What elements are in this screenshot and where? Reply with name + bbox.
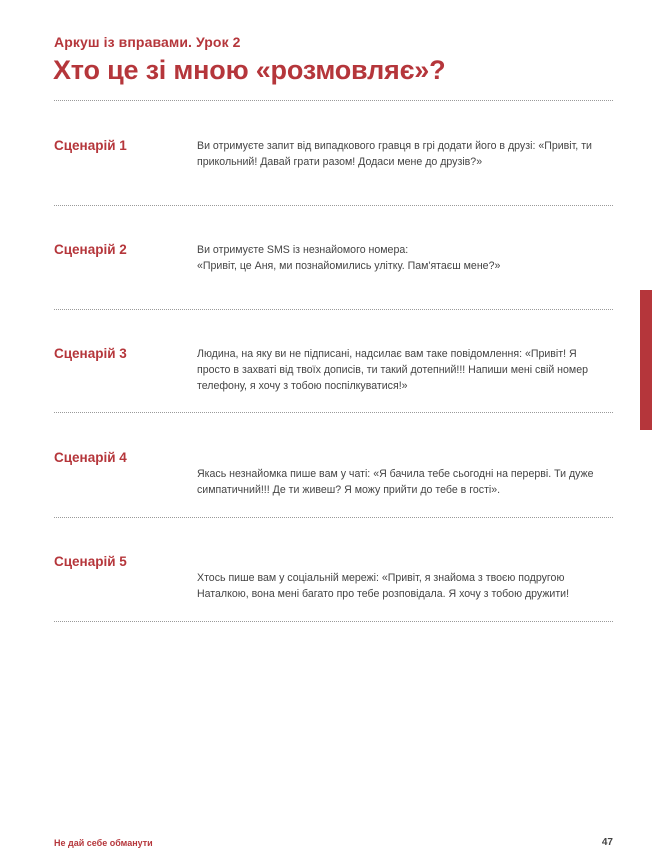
divider (54, 412, 613, 413)
scenario-5-line: Хтось пише вам у соціальній мережі: «Привіт, я знайома з твоєю подругою (197, 572, 565, 584)
worksheet-subtitle: Аркуш із вправами. Урок 2 (54, 34, 241, 50)
scenario-1-label: Сценарій 1 (54, 138, 127, 153)
scenario-3-label: Сценарій 3 (54, 346, 127, 361)
page-number: 47 (601, 837, 613, 848)
scenario-2-text (197, 242, 609, 274)
scenario-5-label: Сценарій 5 (54, 554, 127, 569)
page-title: Хто це зі мною «розмовляє»? (53, 55, 446, 85)
footer-title: Не дай себе обманути (54, 838, 153, 848)
scenario-3-text (197, 346, 609, 394)
scenario-3-line: Людина, на яку ви не підписані, надсилає вам таке повідомлення: «Привіт! Я (197, 348, 577, 360)
scenario-1-line: прикольний! Давай грати разом! Додаси мене до друзів?» (197, 156, 483, 168)
divider (54, 517, 613, 518)
scenario-2-line: «Привіт, це Аня, ми познайомились улітку. Пам'ятаєш мене?» (197, 260, 501, 272)
scenario-1-text (197, 138, 609, 170)
divider (54, 621, 613, 622)
scenario-4-line: симпатичний!!! Де ти живеш? Я можу прийти до тебе в гості». (197, 484, 501, 496)
scenario-3-line: телефону, я хочу з тобою поспілкуватися!» (197, 380, 408, 392)
scenario-4-line: Якась незнайомка пише вам у чаті: «Я бачила тебе сьогодні на перерві. Ти дуже (197, 468, 594, 480)
divider (54, 205, 613, 206)
divider (54, 309, 613, 310)
scenario-2-line: Ви отримуєте SMS із незнайомого номера: (197, 244, 409, 256)
scenario-4-label: Сценарій 4 (54, 450, 127, 465)
divider (54, 100, 613, 101)
scenario-3-line: просто в захваті від твоїх дописів, ти такий дотепний!!! Напиши мені свій номер (197, 364, 588, 376)
scenario-1-line: Ви отримуєте запит від випадкового гравця в грі додати його в друзі: «Привіт, ти (197, 140, 592, 152)
scenario-5-line: Наталкою, вона мені багато про тебе розповідала. Я хочу з тобою дружити! (197, 588, 570, 600)
scenario-4-text (197, 466, 609, 498)
scenario-2-label: Сценарій 2 (54, 242, 127, 257)
scenario-5-text (197, 570, 609, 602)
side-tab-marker (640, 290, 652, 430)
